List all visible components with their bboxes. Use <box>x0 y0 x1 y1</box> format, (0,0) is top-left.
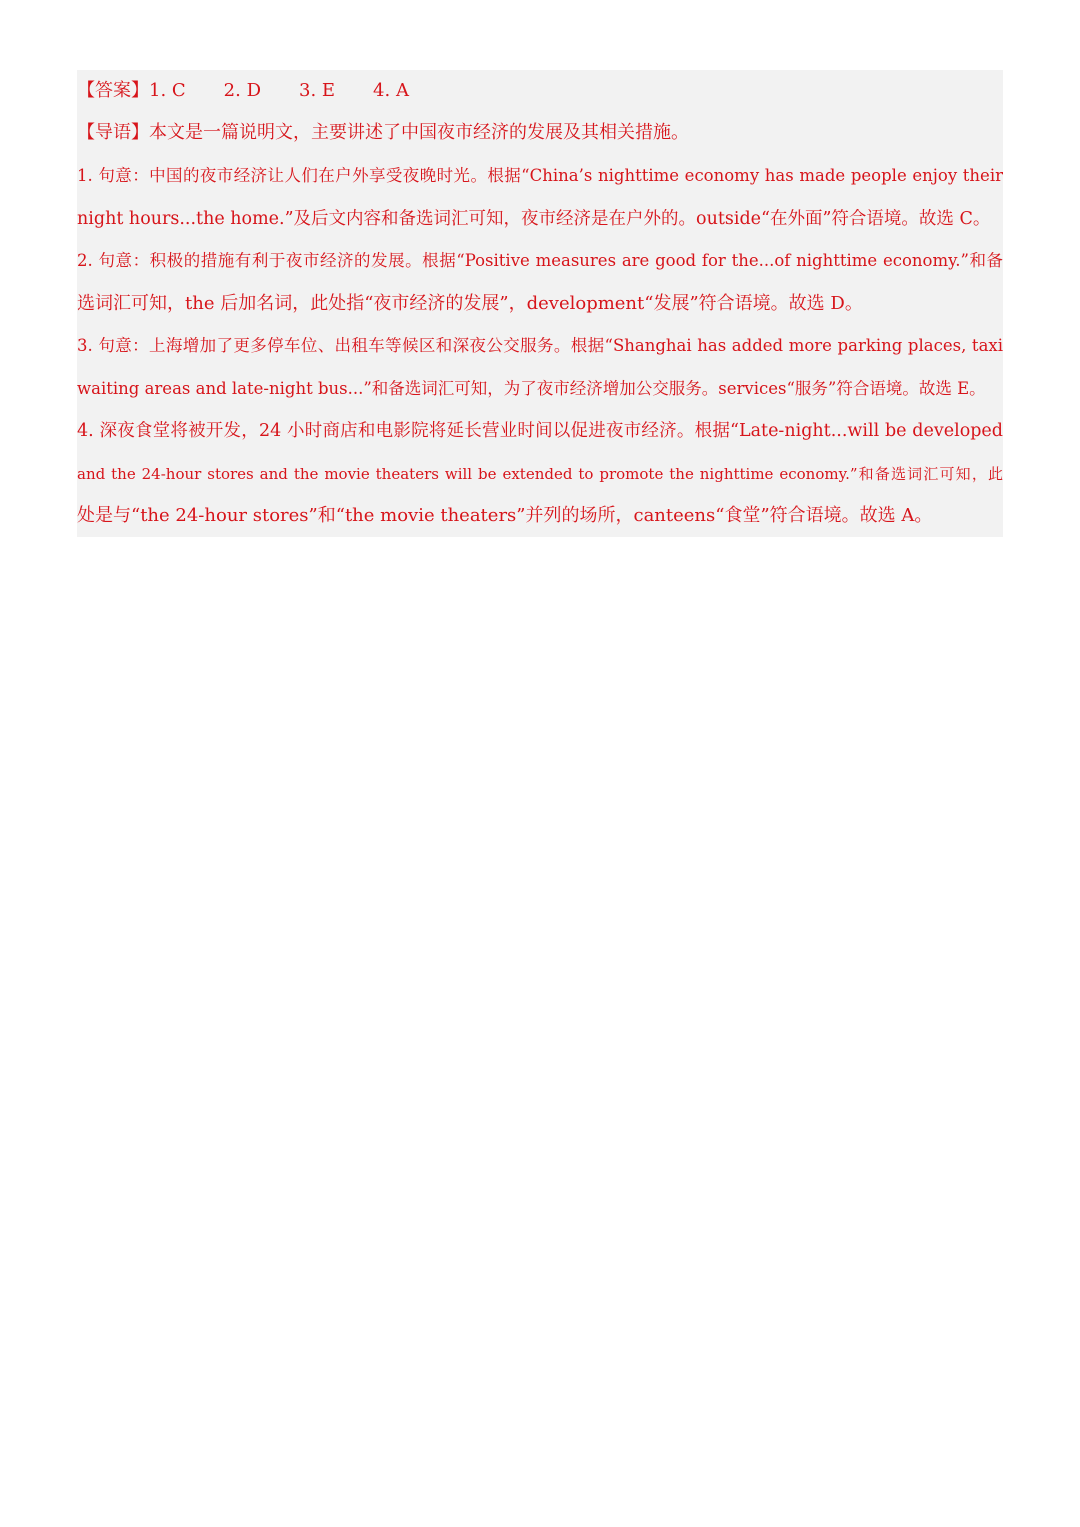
answer-explanation-box <box>77 70 1003 537</box>
explanation-line-9: 处是与“the 24-hour stores”和“the movie theaters”并列的场所，canteens“食堂”符合语境。故选 A。 <box>77 505 933 526</box>
explanation-line-2: night hours...the home.”及后文内容和备选词汇可知，夜市经济是在户外的。outside“在外面”符合语境。故选 C。 <box>77 209 991 229</box>
explanation-line-7: 4. 深夜食堂将被开发，24 小时商店和电影院将延长营业时间以促进夜市经济。根据“Late-night...will be developed <box>77 421 1003 441</box>
intro-text: 本文是一篇说明文，主要讲述了中国夜市经济的发展及其相关措施。 <box>149 122 689 143</box>
answer-item-3: 3. E <box>299 80 336 101</box>
explanation-line-4: 选词汇可知，the 后加名词，此处指“夜市经济的发展”，development“发展”符合语境。故选 D。 <box>77 293 863 314</box>
explanation-line-5: 3. 句意：上海增加了更多停车位、出租车等候区和深夜公交服务。根据“Shanghai has added more parking places, taxi <box>77 336 1003 355</box>
explanation-line-1: 1. 句意：中国的夜市经济让人们在户外享受夜晚时光。根据“China’s nighttime economy has made people enjoy their <box>77 166 1003 185</box>
answer-item-1: 1. C <box>149 80 186 101</box>
explanation-line-6: waiting areas and late-night bus...”和备选词汇可知，为了夜市经济增加公交服务。services“服务”符合语境。故选 E。 <box>77 379 986 398</box>
answer-line <box>77 79 1003 103</box>
intro-line <box>77 121 1003 145</box>
intro-label: 【导语】 <box>77 122 149 143</box>
explanation-line-8: and the 24-hour stores and the movie theaters will be extended to promote the nighttime economy.”和备选词汇可知，此 <box>77 465 1003 483</box>
answer-item-2: 2. D <box>223 80 261 101</box>
explanation-line-3: 2. 句意：积极的措施有利于夜市经济的发展。根据“Positive measures are good for the...of nighttime economy.”和备 <box>77 251 1003 270</box>
answer-item-4: 4. A <box>373 80 409 101</box>
answer-label: 【答案】 <box>77 80 149 101</box>
